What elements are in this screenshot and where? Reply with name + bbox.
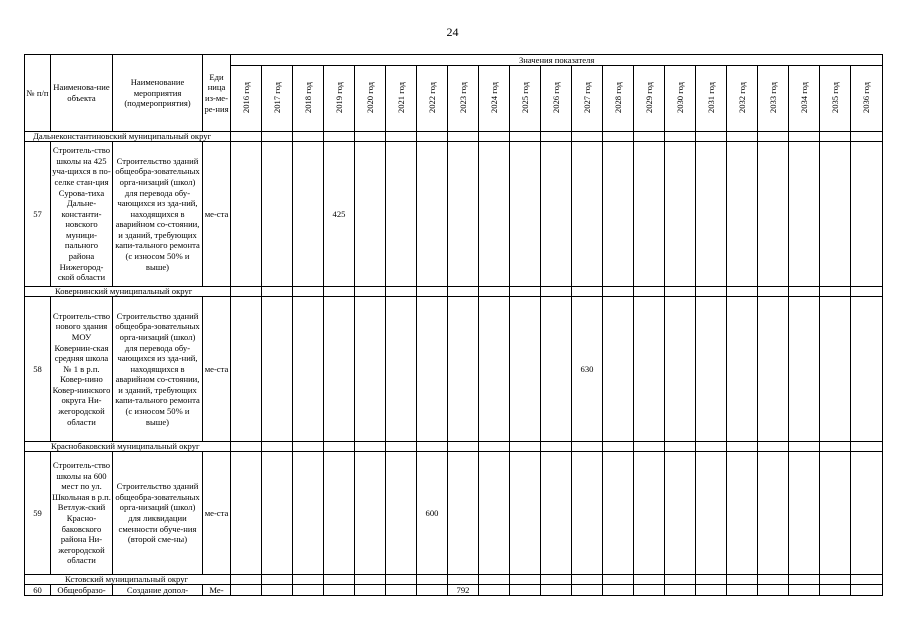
indicator-table xyxy=(24,54,883,596)
row-num: 57 xyxy=(25,142,51,287)
region-row xyxy=(25,442,883,452)
row-unit: ме-ста xyxy=(203,452,231,575)
table-row xyxy=(25,142,883,287)
header-values: Значения показателя xyxy=(231,55,883,66)
row-unit: Ме- xyxy=(203,585,231,596)
table-row xyxy=(25,585,883,596)
region-row xyxy=(25,575,883,585)
year-header: 2021 год xyxy=(386,66,417,132)
year-header: 2025 год xyxy=(510,66,541,132)
region-label: Ковернинский муниципальный округ xyxy=(25,287,231,297)
header-num: № п/п xyxy=(25,55,51,132)
row-num: 59 xyxy=(25,452,51,575)
year-header: 2023 год xyxy=(448,66,479,132)
year-header: 2018 год xyxy=(293,66,324,132)
row-num: 58 xyxy=(25,297,51,442)
year-header: 2027 год xyxy=(572,66,603,132)
row-unit: ме-ста xyxy=(203,142,231,287)
year-header: 2029 год xyxy=(634,66,665,132)
year-header: 2016 год xyxy=(231,66,262,132)
region-row xyxy=(25,132,883,142)
year-header: 2017 год xyxy=(262,66,293,132)
header-event: Наименование мероприятия (подмероприятия) xyxy=(113,55,203,132)
row-event: Строительство зданий общеобра-зовательных орга-низаций (школ) для перевода обу-чающихся из зда-ний, находящихся в аварийном со-стоянии, и зданий, требующих капи-тального ремонта (с износом 50% и выше) xyxy=(113,297,203,442)
row-value: 425 xyxy=(324,142,355,287)
year-header: 2032 год xyxy=(727,66,758,132)
year-header: 2028 год xyxy=(603,66,634,132)
year-header: 2024 год xyxy=(479,66,510,132)
table-row xyxy=(25,452,883,575)
region-row xyxy=(25,287,883,297)
row-event: Строительство зданий общеобра-зовательных орга-низаций (школ) для ликвидации сменности обуче-ния (второй сме-ны) xyxy=(113,452,203,575)
row-object: Строитель-ство школы на 425 уча-щихся в по-селке стан-ция Сурова-тиха Дальне-константи-новского муници-пального района Нижегород-ской области xyxy=(51,142,113,287)
table-row xyxy=(25,297,883,442)
year-header: 2030 год xyxy=(665,66,696,132)
row-event: Создание допол- xyxy=(113,585,203,596)
year-header: 2022 год xyxy=(417,66,448,132)
row-value: 600 xyxy=(417,452,448,575)
header-object: Наименова-ние объекта xyxy=(51,55,113,132)
year-header: 2035 год xyxy=(820,66,851,132)
row-value: 792 xyxy=(448,585,479,596)
year-header: 2020 год xyxy=(355,66,386,132)
page-number: 24 xyxy=(446,25,459,39)
region-label: Краснобаковский муниципальный округ xyxy=(25,442,231,452)
year-header: 2034 год xyxy=(789,66,820,132)
row-object: Строитель-ство школы на 600 мест по ул. Школьная в р.п. Ветлуж-ский Красно-баковского района Ни-жегородской области xyxy=(51,452,113,575)
row-event: Строительство зданий общеобра-зовательных орга-низаций (школ) для перевода обу-чающихся из зда-ний, находящихся в аварийном со-стоянии, и зданий, требующих капи-тального ремонта (с износом 50% и выше) xyxy=(113,142,203,287)
year-header: 2031 год xyxy=(696,66,727,132)
row-unit: ме-ста xyxy=(203,297,231,442)
year-header: 2019 год xyxy=(324,66,355,132)
year-header: 2036 год xyxy=(851,66,883,132)
year-header: 2033 год xyxy=(758,66,789,132)
year-header: 2026 год xyxy=(541,66,572,132)
region-label: Дальнеконстантиновский муниципальный округ xyxy=(25,132,231,142)
row-object: Общеобразо- xyxy=(51,585,113,596)
row-object: Строитель-ство нового здания МОУ Ковернин-ская средняя школа № 1 в р.п. Ковер-нино Ковер-нинского округа Ни-жегородской области xyxy=(51,297,113,442)
region-label: Кстовский муниципальный округ xyxy=(25,575,231,585)
row-num: 60 xyxy=(25,585,51,596)
row-value: 630 xyxy=(572,297,603,442)
header-unit: Еди ница из-ме-ре-ния xyxy=(203,55,231,132)
